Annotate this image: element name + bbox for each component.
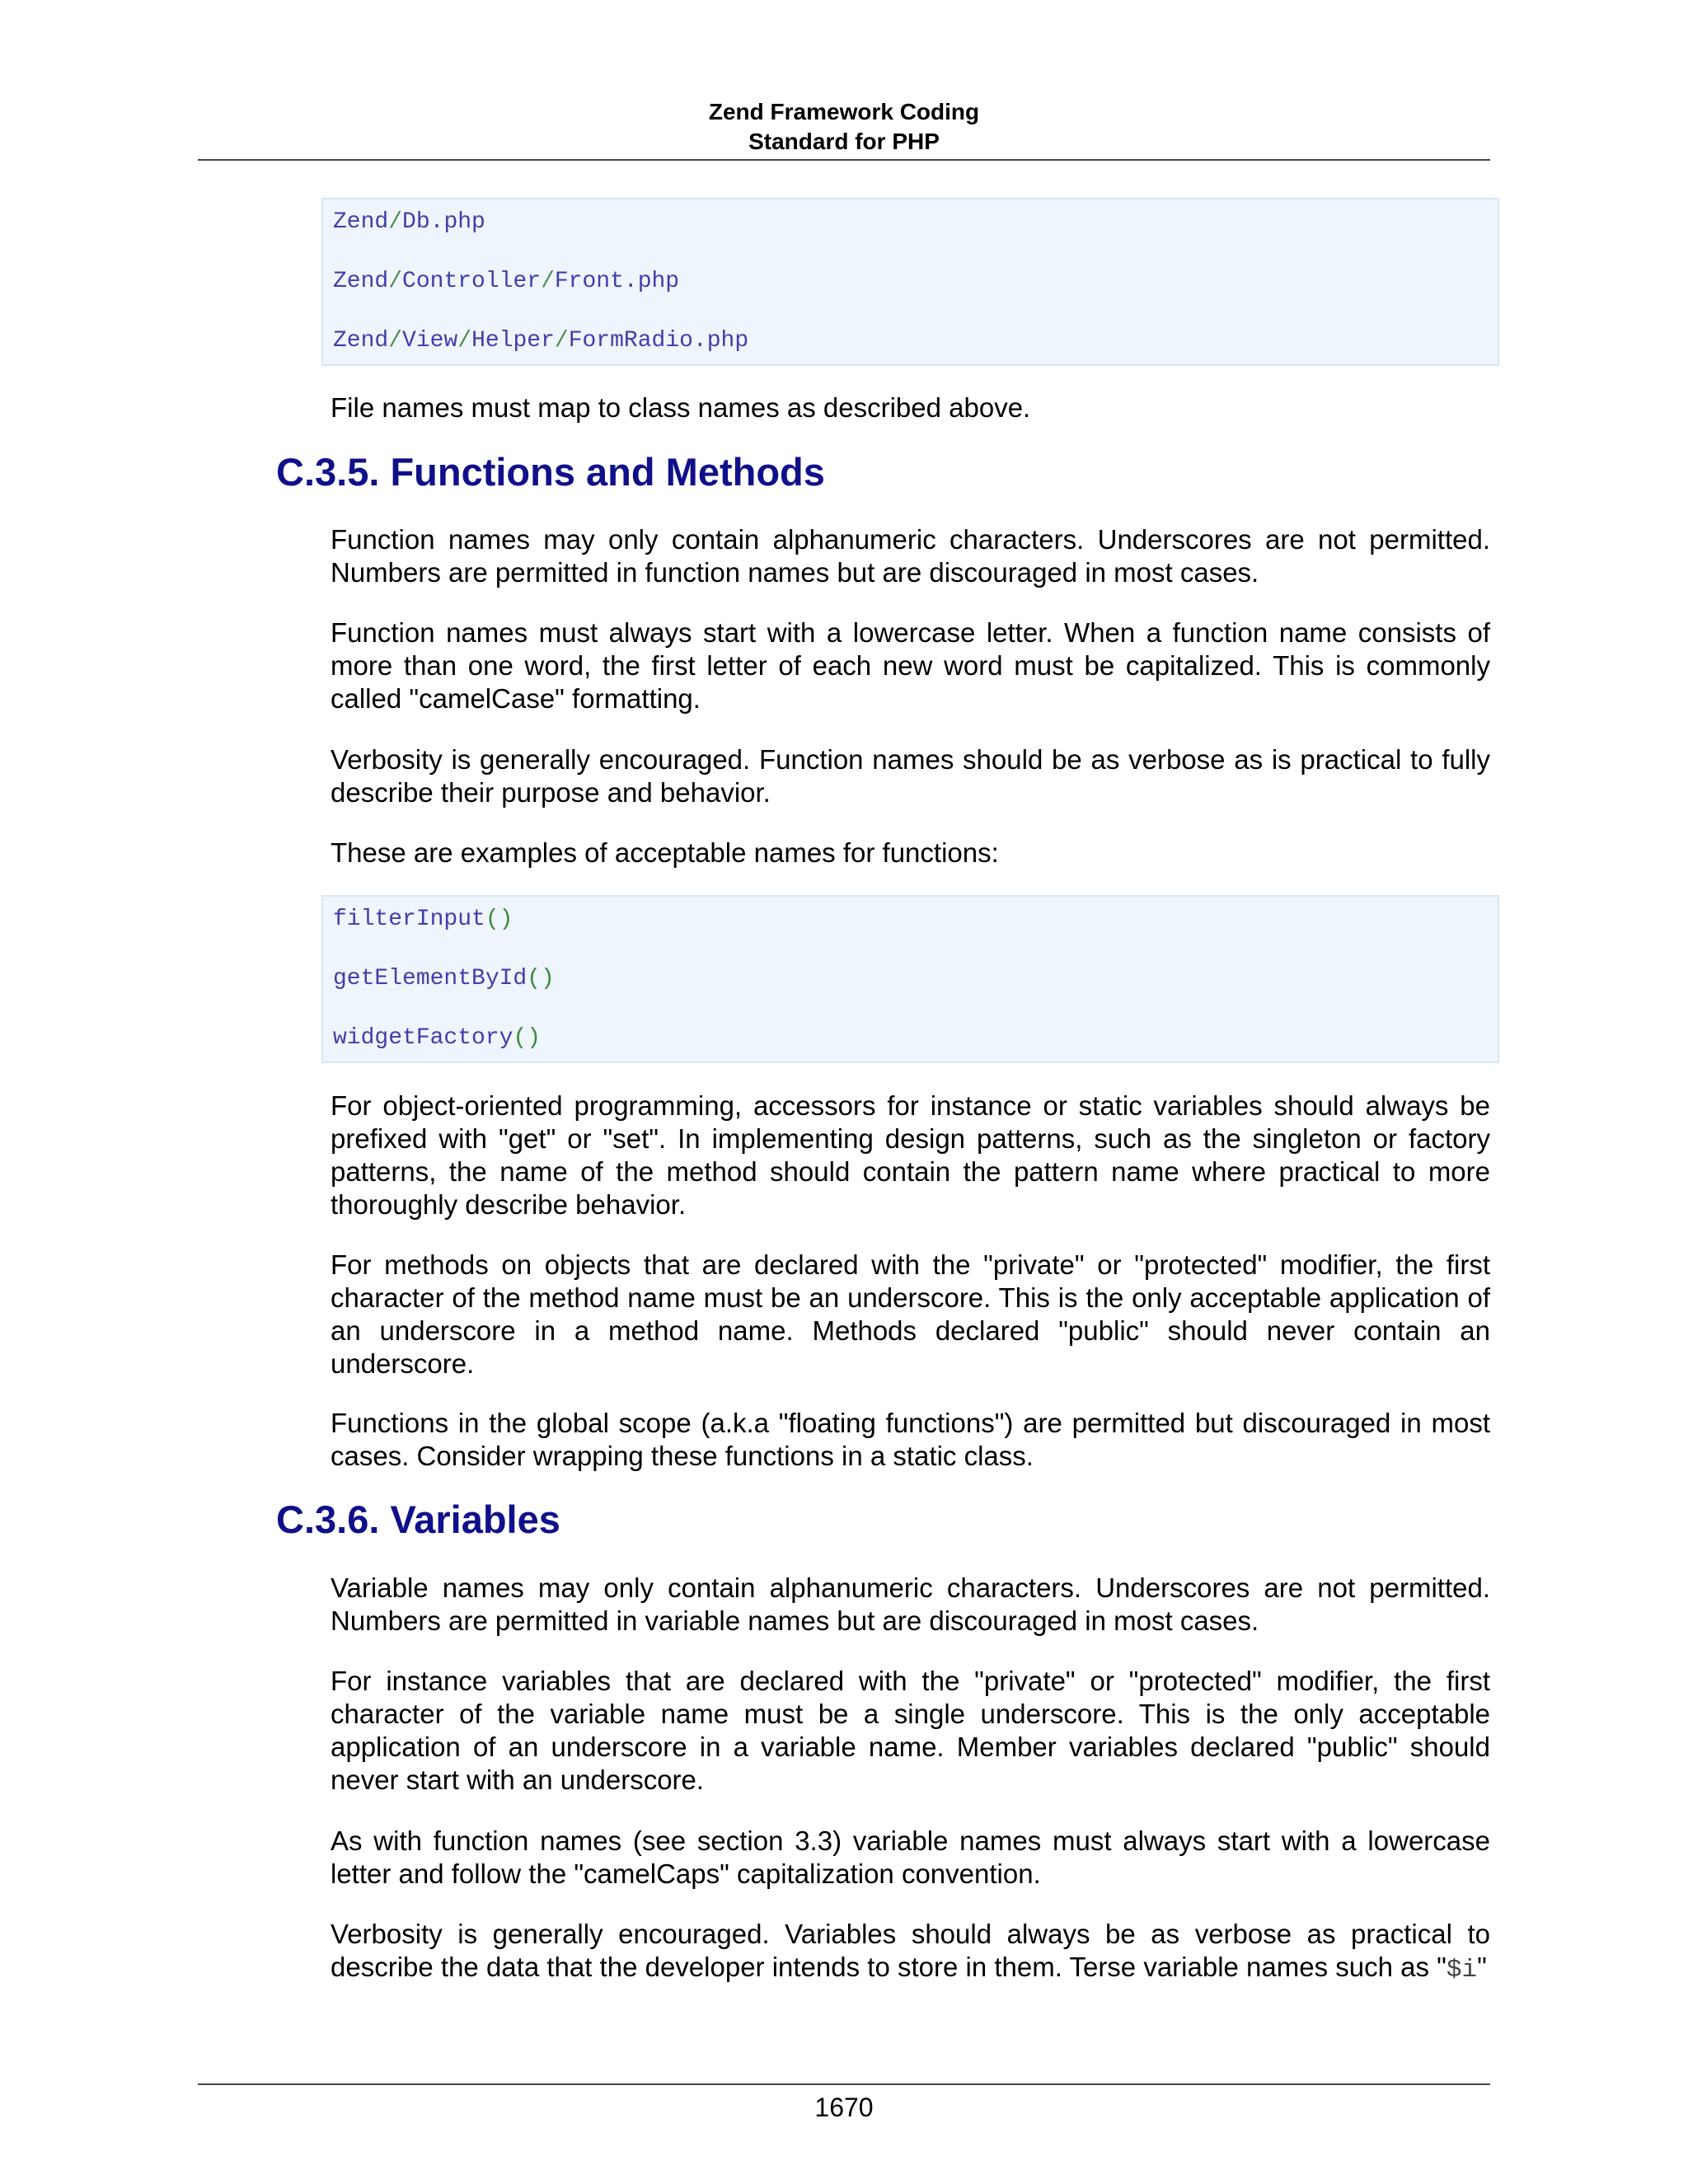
path-separator: / [541,269,555,294]
path-separator: / [457,328,472,354]
paragraph-file-names: File names must map to class names as described above. [331,392,1031,423]
paragraph-variable-verbosity [331,1918,1490,1987]
paragraph-function-verbosity: Verbosity is generally encouraged. Function names should be as verbose as is practical to fully describe their purpose and behavior. [331,744,1490,808]
path-separator: / [388,328,403,354]
header-title-line-2: Standard for PHP [748,129,940,154]
path-segment: Controller [402,269,542,294]
paragraph-function-alphanumeric: Function names may only contain alphanumeric characters. Underscores are not permitted. Numbers are permitted in function names but are discouraged in most cases. [331,524,1490,588]
code-line [333,267,1488,326]
paragraph-variable-camelcaps: As with function names (see section 3.3) variable names must always start with a lowercase letter and follow the "camelCaps" capitalization convention. [331,1825,1490,1889]
path-separator: / [554,328,569,354]
verbosity-text-closing-quote: " [1477,1952,1487,1982]
footer-divider [198,2083,1490,2085]
path-segment: FormRadio.php [568,328,749,354]
paragraph-private-methods: For methods on objects that are declared with the "private" or "protected" modifier, the first character of the method name must be an underscore. This is the only acceptable application of an underscore in a method name. Methods declared "public" should never contain an underscore. [331,1249,1490,1379]
verbosity-text: Verbosity is generally encouraged. Variables should always be as verbose as practical to describe the data that the developer intends to store in them. Terse variable names such as " [331,1919,1490,1982]
code-line [333,1024,1488,1053]
path-separator: / [388,269,403,294]
paragraph-variable-alphanumeric: Variable names may only contain alphanumeric characters. Underscores are not permitted. Numbers are permitted in variable names but are discouraged in most cases. [331,1572,1490,1636]
code-line [333,905,1488,964]
section-heading-variables: C.3.6. Variables [276,1497,560,1541]
path-segment: Db.php [402,209,485,235]
paragraph-function-lowercase: Function names must always start with a lowercase letter. When a function name consists of more than one word, the first letter of each new word must be capitalized. This is commonly called "camelCase" formatting. [331,617,1490,714]
function-name-code-block [321,895,1499,1063]
file-path-code-block [321,198,1499,366]
function-name: getElementById [333,966,528,991]
path-separator: / [388,209,403,235]
function-parens: () [513,1025,542,1051]
paragraph-accessors: For object-oriented programming, accessors for instance or static variables should always be prefixed with "get" or "set". In implementing design patterns, such as the singleton or factory patterns, the name of the method should contain the pattern name where practical to more thoroughly describe behavior. [331,1090,1490,1220]
paragraph-private-variables: For instance variables that are declared with the "private" or "protected" modifier, the first character of the variable name must be a single underscore. This is the only acceptable application of an underscore in a variable name. Member variables declared "public" should never start with an underscore. [331,1666,1490,1795]
function-parens: () [527,966,555,991]
header-divider [198,159,1490,161]
path-segment: Zend [333,328,389,354]
page-number: 1670 [814,2093,874,2122]
function-parens: () [485,907,513,932]
path-segment: Zend [333,269,389,294]
function-name: widgetFactory [333,1025,513,1051]
code-line [333,326,1488,356]
path-segment: Front.php [554,269,680,294]
function-name: filterInput [333,907,485,932]
header-title-line-1: Zend Framework Coding [708,99,980,124]
paragraph-function-examples-intro: These are examples of acceptable names for functions: [331,837,999,868]
paragraph-global-functions: Functions in the global scope (a.k.a "floating functions") are permitted but discouraged in most cases. Consider wrapping these functions in a static class. [331,1408,1490,1471]
section-heading-functions: C.3.5. Functions and Methods [276,450,825,494]
path-segment: View [402,328,458,354]
path-segment: Helper [471,328,555,354]
inline-code-variable: $i [1446,1956,1478,1985]
code-line [333,208,1488,267]
code-line [333,964,1488,1024]
path-segment: Zend [333,209,389,235]
page-header [198,97,1490,157]
